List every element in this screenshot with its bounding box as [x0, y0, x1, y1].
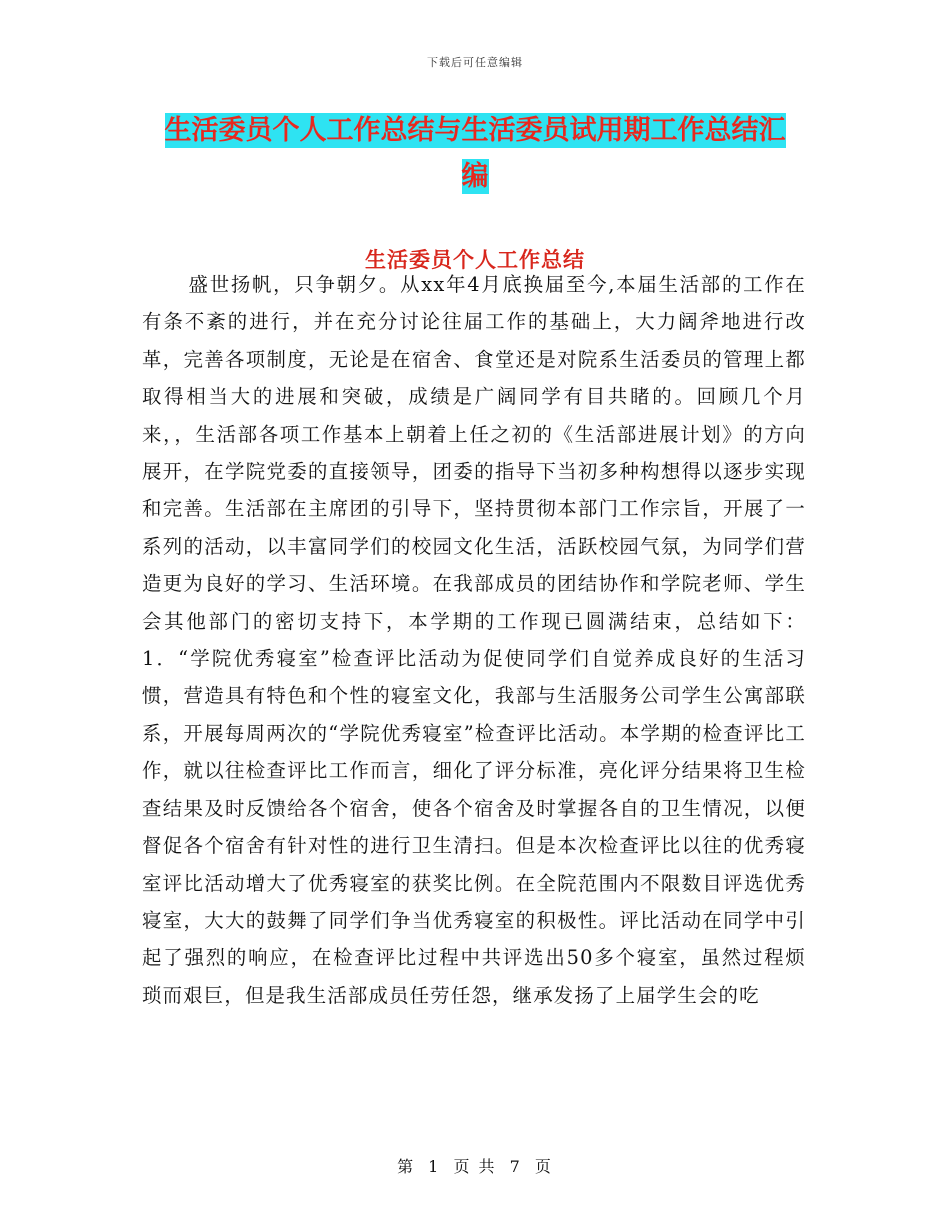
page-number-suffix: 页 [534, 1157, 553, 1176]
section-title: 生活委员个人工作总结 [365, 247, 585, 272]
document-title-line-1: 生活委员个人工作总结与生活委员试用期工作总结汇 [164, 115, 786, 146]
header-note: 下载后可任意编辑 [427, 56, 523, 69]
page-footer [0, 1154, 950, 1177]
document-title [140, 108, 810, 200]
page-number: 1 [428, 1157, 441, 1176]
page-number-prefix: 第 [397, 1157, 416, 1176]
document-title-line-2: 编 [461, 161, 489, 192]
page-total: 7 [509, 1157, 522, 1176]
page-number-middle: 页 共 [453, 1157, 497, 1176]
body-paragraph: 盛世扬帆，只争朝夕。从xx年4月底换届至今,本届生活部的工作在有条不紊的进行，并在充分讨论往届工作的基础上，大力阔斧地进行改革，完善各项制度，无论是在宿舍、食堂还是对院系生活委员的管理上都取得相当大的进展和突破，成绩是广阔同学有目共睹的。回顾几个月来，，生活部各项工作基本上朝着上任之初的《生活部进展计划》的方向展开，在学院党委的直接领导，团委的指导下当初多种构想得以逐步实现和完善。生活部在主席团的引导下，坚持贯彻本部门工作宗旨，开展了一系列的活动，以丰富同学们的校园文化生活，活跃校园气氛，为同学们营造更为良好的学习、生活环境。在我部成员的团结协作和学院老师、学生会其他部门的密切支持下，本学期的工作现已圆满结束，总结如下：1．“学院优秀寝室”检查评比活动为促使同学们自觉养成良好的生活习惯，营造具有特色和个性的寝室文化，我部与生活服务公司学生公寓部联系，开展每周两次的“学院优秀寝室”检查评比活动。本学期的检查评比工作，就以往检查评比工作而言，细化了评分标准，亮化评分结果将卫生检查结果及时反馈给各个宿舍，使各个宿舍及时掌握各自的卫生情况，以便督促各个宿舍有针对性的进行卫生清扫。但是本次检查评比以往的优秀寝室评比活动增大了优秀寝室的获奖比例。在全院范围内不限数目评选优秀寝室，大大的鼓舞了同学们争当优秀寝室的积极性。评比活动在同学中引起了强烈的响应，在检查评比过程中共评选出50多个寝室，虽然过程烦琐而艰巨，但是我生活部成员任劳任怨，继承发扬了上届学生会的吃 [142, 273, 806, 1007]
